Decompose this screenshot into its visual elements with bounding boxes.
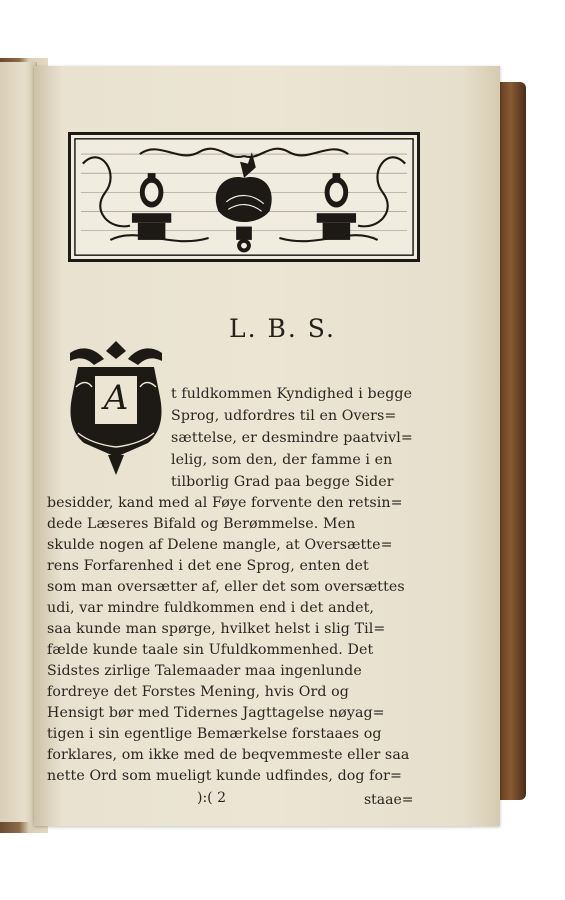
text-line: lelig, som den, der famme i en (171, 452, 393, 468)
text-line: rens Forfarenhed i det ene Sprog, enten det (47, 558, 369, 574)
text-line: besidder, kand med al Føye forvente den retsin= (47, 495, 403, 511)
text-line: sættelse, er desmindre paatvivl= (171, 430, 413, 446)
woodcut-headpiece (68, 132, 420, 262)
text-line: t fuldkommen Kyndighed i begge (171, 386, 413, 402)
left-leaf (0, 62, 37, 822)
signature-mark: ):( 2 (197, 790, 226, 806)
page-title: L. B. S. (229, 314, 336, 343)
text-line: nette Ord som mueligt kunde udfindes, dog for= (47, 768, 403, 784)
text-line: saa kunde man spørge, hvilket helst i slig Til= (47, 621, 386, 637)
text-line: fælde kunde taale sin Ufuldkommenhed. Det (47, 642, 374, 658)
text-line: dede Læseres Bifald og Berømmelse. Men (47, 516, 356, 532)
text-line: skulde nogen af Delene mangle, at Oversætte= (47, 537, 393, 553)
text-line: udi, var mindre fuldkommen end i det andet, (47, 600, 374, 616)
text-line: Sprog, udfordres til en Overs= (171, 408, 397, 424)
text-line: fordreye det Forstes Mening, hvis Ord og (47, 684, 349, 700)
decorated-initial (64, 337, 168, 477)
catchword: staae= (364, 792, 414, 808)
initial-letter: A (103, 378, 129, 418)
text-line: Hensigt bør med Tidernes Jagttagelse nøyag= (47, 705, 385, 721)
text-line: tilborlig Grad paa begge Sider (171, 474, 394, 490)
text-line: Sidstes zirlige Talemaader maa ingenlunde (47, 663, 362, 679)
text-line: forklares, om ikke med de beqvemmeste eller saa (47, 747, 410, 763)
text-line: som man oversætter af, eller det som oversættes (47, 579, 405, 595)
text-line: tigen i sin egentlige Bemærkelse forstaaes og (47, 726, 382, 742)
